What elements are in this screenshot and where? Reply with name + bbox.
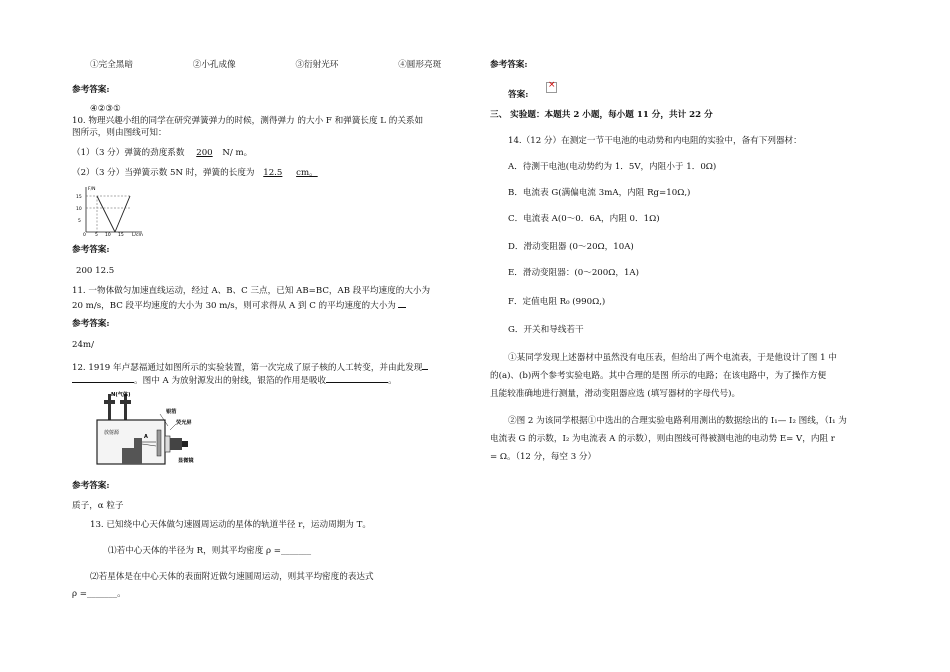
- q12-text-line2-content: 。图中 A 为放射源发出的射线，银箔的作用是吸收: [134, 376, 327, 386]
- broken-image-icon: [546, 82, 557, 93]
- spring-force-graph: [74, 184, 144, 236]
- q14-part1-line3: 且能较准确地进行测量，滑动变阻器应选 (填写器材的字母代号)。: [490, 389, 741, 399]
- graph-x-tick: 0: [83, 233, 86, 236]
- q11-answer-blank: [398, 298, 406, 308]
- graph-line-up: [115, 196, 130, 232]
- option-1: ①完全黑暗: [90, 60, 133, 70]
- q12-blank-a: [422, 360, 428, 370]
- silver-foil: [157, 430, 161, 456]
- q14-intro: 14.（12 分）在测定一节干电池的电动势和内电阻的实验中，备有下列器材：: [508, 136, 802, 146]
- answer-label: 参考答案:: [72, 245, 110, 255]
- microscope-label: 显微镜: [178, 458, 194, 464]
- q10-part2-answer: 12.5: [263, 168, 283, 178]
- q10-text-line2: 图所示，则由图线可知：: [72, 128, 167, 138]
- q12-text-line2: 。图中 A 为放射源发出的射线，银箔的作用是吸收 。: [72, 373, 397, 387]
- graph-x-label: L/cm: [132, 233, 143, 236]
- valve-left: [104, 400, 115, 404]
- option-2: ②小孔成像: [192, 60, 236, 70]
- graph-y-tick: 10: [76, 207, 82, 212]
- microscope-body: [170, 438, 182, 450]
- q11-text-line2-content: 20 m/s，BC 段平均速度的大小为 30 m/s，则可求得从 A 到 C 的平均速度的大小为: [72, 301, 396, 311]
- q12-text-line1: [72, 360, 428, 374]
- q12-text-line1-content: 12. 1919 年卢瑟福通过如图所示的实验装置，第一次完成了原子核的人工转变，并由此发现: [72, 363, 423, 373]
- q14-part2-line3: = Ω。（12 分，每空 3 分）: [490, 452, 597, 462]
- graph-x-tick: 10: [105, 233, 111, 236]
- fluorescent-screen: [165, 436, 170, 452]
- section-title: 三、 实验题：本题共 2 小题，每小题 11 分，共计 22 分: [490, 110, 713, 120]
- source-label: 放射源: [104, 430, 120, 436]
- equipment-item-a: A．待测干电池(电动势约为 1．5V，内阻小于 1．0Ω): [508, 162, 717, 172]
- graph-y-label: F/N: [88, 187, 96, 192]
- gas-label: N(气体): [111, 392, 131, 398]
- valve-right: [120, 400, 131, 404]
- equipment-item-e: E．滑动变阻器：(0～200Ω，1A): [508, 268, 639, 278]
- graph-y-tick: 15: [76, 195, 82, 200]
- screen-label: 荧光屏: [176, 420, 192, 426]
- q13-part2-line1: ⑵若星体是在中心天体的表面附近做匀速圆周运动，则其平均密度的表达式: [90, 572, 374, 582]
- graph-y-tick: 5: [78, 219, 81, 224]
- q12-blank-c: [326, 373, 388, 383]
- q11-text-line1: 11. 一物体做匀加速直线运动，经过 A、B、C 三点，已知 AB=BC，AB 段平均速度的大小为: [72, 286, 431, 296]
- graph-x-tick: 15: [118, 233, 124, 236]
- q10-part1-prefix: （1）（3 分）弹簧的劲度系数: [72, 148, 185, 158]
- q14-part1-line2: 的(a)、(b)两个参考实验电路。其中合理的是图 所示的电路；在该电路中，为了操作方便: [490, 371, 827, 381]
- q10-part2-prefix: （2）（3 分）当弹簧示数 5N 时，弹簧的长度为: [72, 168, 255, 178]
- graph-line-down: [97, 196, 115, 232]
- option-4: ④圆形亮斑: [398, 60, 442, 70]
- q10-part2-unit: cm。: [296, 168, 318, 178]
- equipment-item-b: B．电流表 G(满偏电流 3mA，内阻 Rg=10Ω,): [508, 188, 691, 198]
- q10-text-line1: 10. 物理兴趣小组的同学在研究弹簧弹力的时候，测得弹力 的大小 F 和弹簧长度 L 的关系如: [72, 116, 424, 126]
- a-label: A: [144, 434, 148, 440]
- answer-label: 参考答案:: [490, 60, 528, 70]
- q14-part1-line1: ①某同学发现上述器材中虽然没有电压表，但给出了两个电流表，于是他设计了图 1 中: [508, 353, 837, 363]
- q13-text: 13. 已知绕中心天体做匀速圆周运动的星体的轨道半径 r，运动周期为 T。: [90, 520, 371, 530]
- equipment-item-c: C．电流表 A(0～0．6A，内阻 0．1Ω): [508, 214, 660, 224]
- equipment-item-f: F．定值电阻 R₀ (990Ω,): [508, 297, 606, 307]
- equipment-item-g: G．开关和导线若干: [508, 325, 584, 335]
- q10-part2: [72, 168, 318, 179]
- answer-value: ④②③①: [90, 104, 121, 114]
- q13-part2-line2: ρ =_______。: [72, 589, 126, 599]
- graph-x-tick: 5: [95, 233, 98, 236]
- q10-part1-answer: 200: [196, 148, 213, 158]
- q14-part2-line1: ②图 2 为该同学根据①中选出的合理实验电路利用测出的数据绘出的 I₁— I₂ 图线，（I₁ 为: [508, 416, 847, 426]
- answer-label: 参考答案:: [72, 319, 110, 329]
- options-row: [90, 60, 441, 71]
- answer-label: 参考答案:: [72, 85, 110, 95]
- q13-part1: ⑴若中心天体的半径为 R，则其平均密度 ρ =_______: [108, 546, 312, 556]
- q12-blank-b: [72, 373, 134, 383]
- q14-part2-line2: 电流表 G 的示数，I₂ 为电流表 A 的示数），则由图线可得被测电池的电动势 E= V，内阻 r: [490, 434, 835, 444]
- q11-text-line2: [72, 298, 406, 312]
- microscope-eyepiece: [182, 441, 188, 447]
- rutherford-apparatus-diagram: [94, 386, 214, 476]
- answer-value: 质子，α 粒子: [72, 501, 124, 511]
- answer-value: 200 12.5: [76, 266, 115, 276]
- q10-part1: [72, 148, 252, 159]
- answer-label: 参考答案:: [72, 481, 110, 491]
- equipment-item-d: D．滑动变阻器 (0～20Ω，10A): [508, 242, 634, 252]
- option-3: ③衍射光环: [295, 60, 339, 70]
- answer-word: 答案:: [508, 90, 529, 100]
- silver-label: 银箔: [166, 409, 177, 415]
- q10-part1-unit: N/ m。: [222, 148, 253, 158]
- answer-value: 24m/: [72, 340, 94, 350]
